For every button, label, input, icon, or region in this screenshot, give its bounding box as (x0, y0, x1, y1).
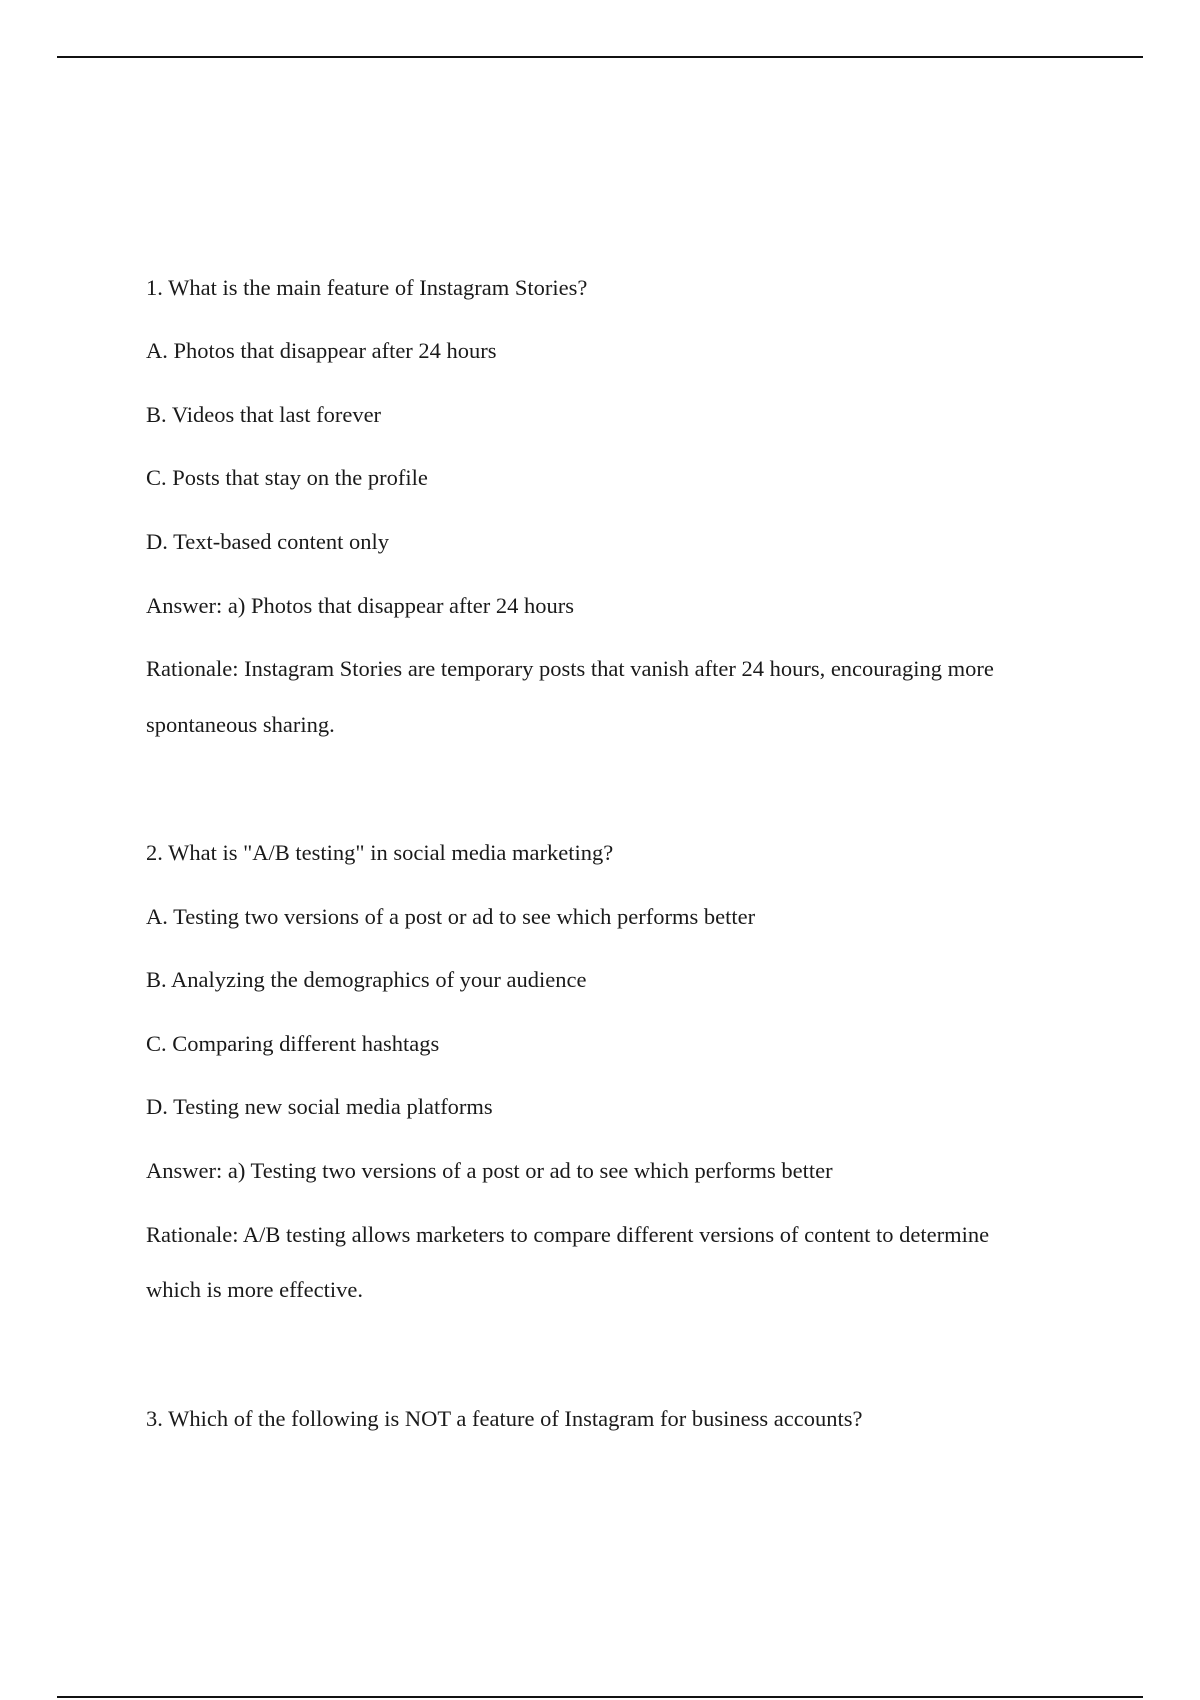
question-2-option-a: A. Testing two versions of a post or ad to see which performs better (146, 904, 756, 929)
question-1-rationale-line-2: spontaneous sharing. (146, 712, 335, 737)
question-1-text: 1. What is the main feature of Instagram Stories? (146, 275, 588, 300)
question-1-option-b: B. Videos that last forever (146, 402, 382, 427)
question-2-rationale-line-1: Rationale: A/B testing allows marketers to compare different versions of content to determine (146, 1222, 990, 1247)
question-1-option-d: D. Text-based content only (146, 529, 389, 554)
top-rule (57, 56, 1143, 58)
question-1-answer: Answer: a) Photos that disappear after 24 hours (146, 593, 575, 618)
question-1-rationale-line-1: Rationale: Instagram Stories are temporary posts that vanish after 24 hours, encouraging more (146, 656, 994, 681)
question-1-option-a: A. Photos that disappear after 24 hours (146, 338, 497, 363)
question-2-option-c: C. Comparing different hashtags (146, 1031, 440, 1056)
question-2-answer: Answer: a) Testing two versions of a post or ad to see which performs better (146, 1158, 833, 1183)
question-2-option-b: B. Analyzing the demographics of your audience (146, 967, 587, 992)
question-1-option-c: C. Posts that stay on the profile (146, 465, 428, 490)
question-2-text: 2. What is "A/B testing" in social media marketing? (146, 840, 614, 865)
question-3-text: 3. Which of the following is NOT a feature of Instagram for business accounts? (146, 1406, 863, 1431)
question-2-rationale-line-2: which is more effective. (146, 1277, 364, 1302)
bottom-rule (57, 1696, 1143, 1698)
question-2-option-d: D. Testing new social media platforms (146, 1094, 493, 1119)
